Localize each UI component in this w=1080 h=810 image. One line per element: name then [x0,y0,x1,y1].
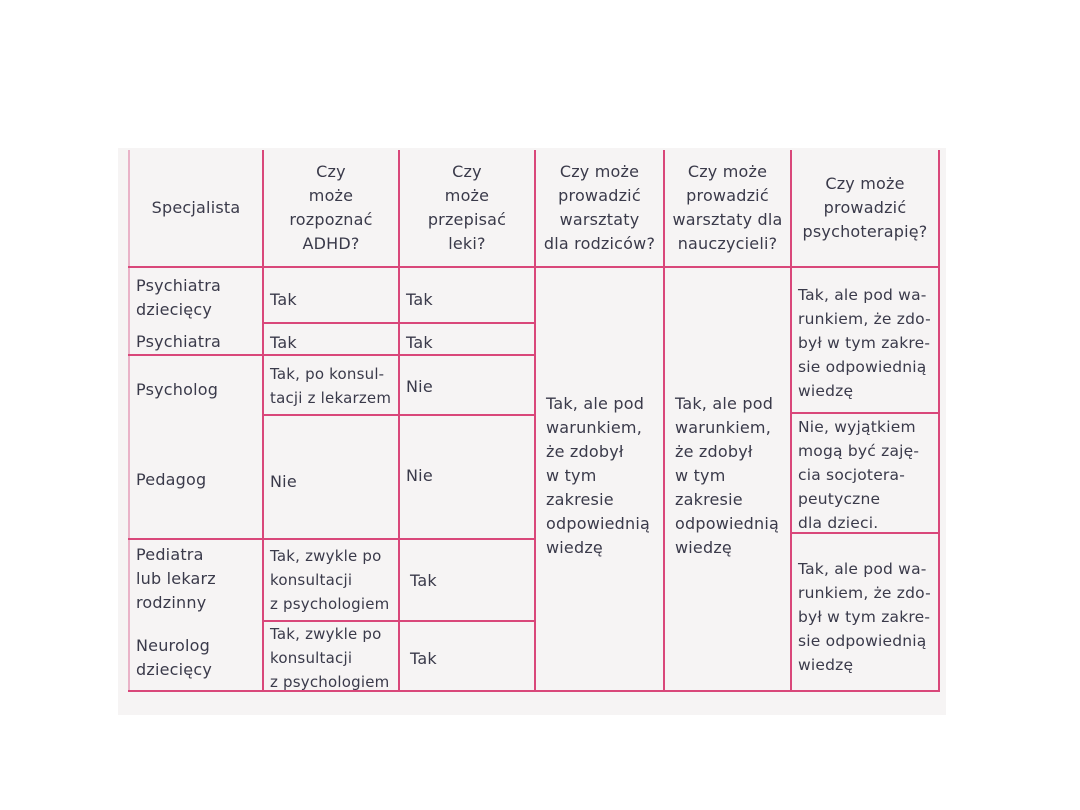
prescribe-meds-value: Tak [410,571,437,590]
prescribe-meds-value: Nie [406,466,433,485]
teachers-workshops-value: Tak, ale pod warunkiem, że zdobył w tym zakresie odpowiednią wiedzę [675,394,780,557]
specialist-name: Psycholog [136,380,219,399]
specialist-name: Pediatra lub lekarz rodzinny [136,545,216,612]
header-specialist: Specjalista [151,198,241,217]
prescribe-meds-value: Tak [410,649,437,668]
header-diagnose-adhd: Czy może rozpoznać ADHD? [289,162,373,253]
specialist-name: Psychiatra dziecięcy [136,276,222,319]
header-prescribe-meds: Czy może przepisać leki? [427,162,507,253]
row-divider [262,414,534,416]
specialist-name: Neurolog dziecięcy [136,636,212,679]
diagnose-adhd-value: Tak [270,290,297,309]
prescribe-meds-value: Tak [406,333,433,352]
specialist-name: Psychiatra [136,332,222,351]
prescribe-meds-value: Tak [406,290,433,309]
header-divider [128,266,940,268]
row-divider [262,322,534,324]
psychotherapy-value: Nie, wyjątkiem mogą być zaję- cia socjotera- peutyczne dla dzieci. [798,418,920,532]
header-teachers-workshops: Czy może prowadzić warsztaty dla nauczycieli? [672,162,783,253]
specialists-table [128,150,940,692]
diagnose-adhd-value: Tak, zwykle po konsultacji z psychologiem [270,547,390,613]
diagnose-adhd-value: Tak, po konsul- tacji z lekarzem [270,365,392,407]
psychotherapy-value: Tak, ale pod wa- runkiem, że zdo- był w tym zakre- sie odpowiednią wiedzę [798,560,931,674]
psychotherapy-value: Tak, ale pod wa- runkiem, że zdo- był w tym zakre- sie odpowiednią wiedzę [798,286,931,400]
diagnose-adhd-value: Tak, zwykle po konsultacji z psychologiem [270,625,390,691]
header-psychotherapy: Czy może prowadzić psychoterapię? [802,174,928,241]
row-divider [790,412,940,414]
specialist-name: Pedagog [136,470,207,489]
row-divider [128,538,534,540]
diagnose-adhd-value: Tak [270,333,297,352]
diagnose-adhd-value: Nie [270,472,297,491]
parents-workshops-value: Tak, ale pod warunkiem, że zdobył w tym zakresie odpowiednią wiedzę [546,394,651,557]
header-parents-workshops: Czy może prowadzić warsztaty dla rodziców? [543,162,656,253]
prescribe-meds-value: Nie [406,377,433,396]
table-border-bottom [128,690,940,692]
